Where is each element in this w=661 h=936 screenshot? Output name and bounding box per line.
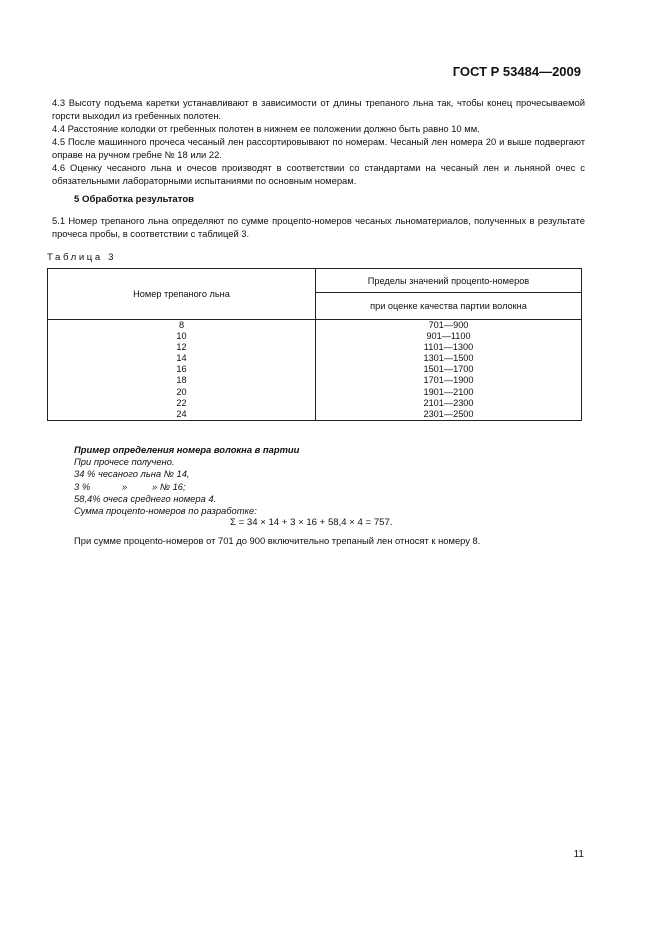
example-line: Сумма процento-номеров по разработке: [74,505,257,517]
paragraph-4-6: 4.6 Оценку чесаного льна и очесов производят в соответствии со стандартами на чесаный лен и льняной очес с обязательными лабораторными испытаниями по основным номерам. [52,162,585,186]
document-code: ГОСТ Р 53484—2009 [452,64,581,79]
example-line: 58,4% очеса среднего номера 4. [74,492,217,504]
table-label: Таблица 3 [47,252,117,263]
table-cell: 701—900 [428,320,469,330]
table-cell: 1501—1700 [423,364,474,375]
table-cell: 8 [178,320,185,330]
table-cell: 10 [176,331,187,342]
sum-formula: Σ = 34 × 14 + 3 × 16 + 58,4 × 4 = 757. [230,517,393,528]
range-column [316,320,582,421]
table-cell: 1901—2100 [423,386,474,397]
numbers-table [47,268,582,421]
conclusion: При сумме процento-номеров от 701 до 900 включительно трепаный лен относят к номеру 8. [74,535,481,546]
table-cell: 24 [176,408,187,419]
paragraph-4-3: 4.3 Высоту подъема каретки устанавливают в зависимости от длины трепаного льна так, чтобы конец прочесываемой горсти выходил из гребенных полотен. [52,97,585,121]
paragraph-4-5: 4.5 После машинного прочеса чесаный лен рассортировывают по номерам. Чесаный лен номера 20 и выше подвергают оправе на ручном гребне № 18 или 22. [52,136,585,160]
example-percent: 3 % [74,480,91,492]
flax-number-column [48,320,316,421]
paragraph-5-1: 5.1 Номер трепаного льна определяют по сумме процento-номеров чесаных льноматериалов, полученных в результате прочеса пробы, в соответствии с таблицей 3. [52,215,585,239]
table-cell: 14 [176,353,187,364]
column-header-ranges: Пределы значений процento-номеров [316,269,582,293]
table-cell: 2301—2500 [423,408,474,419]
table-cell: 901—1100 [426,331,471,342]
example-line: 34 % чесаного льна № 14, [74,468,190,480]
table-cell: 18 [176,375,187,386]
column-subheader-ranges: при оценке качества партии волокна [316,293,582,320]
table-cell: 1301—1500 [423,353,474,364]
example-line [74,481,299,493]
table-cell: 12 [176,342,187,353]
paragraph-4-4: 4.4 Расстояние колодки от гребенных полотен в нижнем ее положении должно быть равно 10 мм. [52,123,480,134]
example-title: Пример определения номера волокна в партии [74,444,300,455]
table-cell: 16 [176,364,187,375]
table-cell: 1101—1300 [423,342,474,353]
ditto-mark: » [122,480,128,492]
table-cell: 20 [176,386,187,397]
ditto-number: » № 16; [152,480,186,492]
page-number: 11 [573,849,584,860]
table-cell: 2101—2300 [423,397,474,408]
example-block [74,444,299,517]
table-cell: 1701—1900 [423,375,474,386]
column-header-flax-number: Номер трепаного льна [48,269,316,320]
section-5-heading: 5 Обработка результатов [74,194,195,205]
table-cell: 22 [176,397,187,408]
example-line: При прочесе получено. [74,456,175,468]
